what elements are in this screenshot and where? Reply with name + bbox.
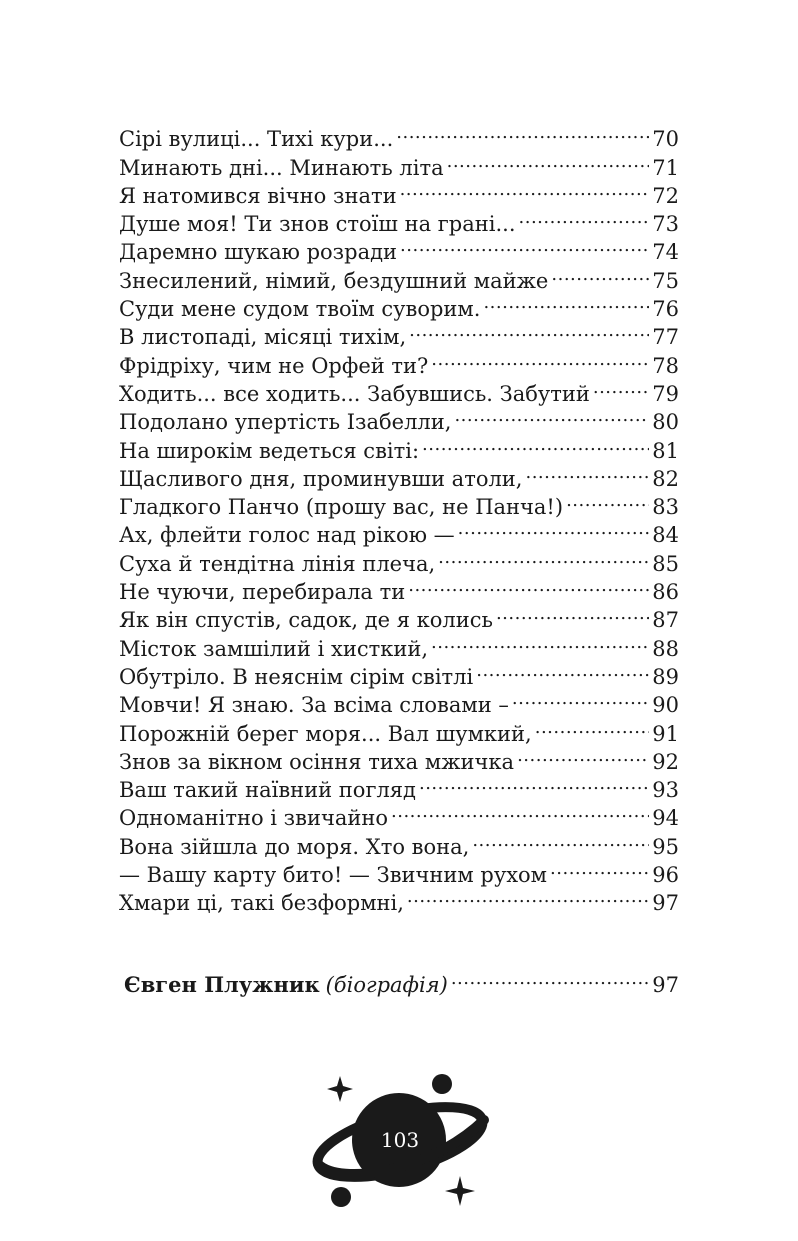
toc-leader-dots [451, 964, 649, 992]
toc-entry-title: Хмари ці, такі безформні, [119, 891, 404, 916]
toc-entry-page: 87 [652, 608, 679, 633]
toc-entry-title: Ах, флейти голос над рікою — [119, 523, 455, 548]
toc-entry-title: Подолано упертість Ізабелли, [119, 410, 452, 435]
toc-entry-title: Як він спустів, садок, де я колись [119, 608, 493, 633]
bio-entry[interactable] [124, 964, 679, 999]
toc-leader-dots [396, 118, 649, 146]
toc-entry-page: 75 [652, 268, 679, 293]
toc-entry-page: 88 [652, 636, 679, 661]
toc-entry-title: Знов за вікном осіння тиха мжичка [119, 749, 515, 774]
toc-leader-dots [551, 259, 649, 287]
toc-entry-title: Минають дні... Минають літа [119, 155, 444, 180]
toc-entry-page: 97 [652, 891, 679, 916]
toc-leader-dots [431, 627, 649, 655]
toc-entry-title: Я натомився вічно знати [119, 183, 397, 208]
toc-leader-dots [517, 741, 649, 769]
toc-entry-title: Порожній берег моря... Вал шумкий, [119, 721, 532, 746]
toc-entry-page: 72 [652, 183, 679, 208]
toc-entry-title: В листопаді, місяці тихім, [119, 325, 407, 350]
toc-entry-page: 90 [652, 693, 679, 718]
toc-entry-title: Не чуючи, перебирала ти [119, 580, 406, 605]
toc-entry-title: — Вашу карту бито! — Звичним рухом [119, 863, 548, 888]
toc-entry-title: Місток замшілий і хисткий, [119, 636, 429, 661]
table-of-contents [119, 118, 679, 916]
toc-entry-page: 91 [652, 721, 679, 746]
toc-entry-title: Фрідріху, чим не Орфей ти? [119, 353, 429, 378]
toc-entry-title: Душе моя! Ти знов стоїш на грані... [119, 212, 516, 237]
toc-leader-dots [407, 882, 649, 910]
toc-entry-page: 94 [652, 806, 679, 831]
toc-entry-title: Обутріло. В неяснім сірім світлі [119, 664, 474, 689]
toc-entry-title: Гладкого Панчо (прошу вас, не Панча!) [119, 495, 564, 520]
sparkle-icon [445, 1176, 475, 1206]
toc-entry-title: Щасливого дня, проминувши атоли, [119, 466, 523, 491]
toc-leader-dots [472, 825, 649, 853]
toc-entry-page: 93 [652, 778, 679, 803]
toc-leader-dots [447, 146, 650, 174]
toc-entry-page: 77 [652, 325, 679, 350]
toc-entry-title: Ходить... все ходить... Забувшись. Забутий [119, 381, 590, 406]
toc-leader-dots [419, 769, 649, 797]
toc-leader-dots [400, 231, 649, 259]
toc-entry-page: 95 [652, 834, 679, 859]
moon-dot-icon [331, 1187, 351, 1207]
toc-leader-dots [438, 542, 649, 570]
toc-leader-dots [535, 712, 650, 740]
toc-entry-title: Ваш такий наївний погляд [119, 778, 416, 803]
toc-entry[interactable] [119, 118, 679, 152]
toc-entry-title: На широкім ведеться світі: [119, 438, 420, 463]
toc-entry-page: 74 [652, 240, 679, 265]
toc-entry-title: Мовчи! Я знаю. За всіма словами – [119, 693, 509, 718]
toc-entry-page: 92 [652, 749, 679, 774]
toc-entry-title: Вона зійшла до моря. Хто вона, [119, 834, 470, 859]
toc-entry-title: Даремно шукаю розради [119, 240, 398, 265]
toc-leader-dots [391, 797, 649, 825]
page-number: 103 [380, 1128, 420, 1152]
toc-entry-page: 78 [652, 353, 679, 378]
toc-entry-title: Сірі вулиці... Тихі кури... [119, 127, 394, 152]
bio-author-name: Євген Плужник [124, 972, 320, 998]
toc-leader-dots [519, 203, 650, 231]
toc-leader-dots [454, 401, 649, 429]
bio-page: 97 [652, 973, 679, 998]
toc-entry-title: Одноманітно і звичайно [119, 806, 388, 831]
toc-leader-dots [409, 316, 649, 344]
toc-leader-dots [458, 514, 650, 542]
toc-leader-dots [525, 458, 649, 486]
toc-entry-page: 84 [652, 523, 679, 548]
toc-entry-page: 83 [652, 495, 679, 520]
toc-entry-page: 96 [652, 863, 679, 888]
toc-entry-page: 79 [652, 381, 679, 406]
toc-leader-dots [408, 571, 649, 599]
toc-leader-dots [566, 486, 649, 514]
toc-entry-page: 86 [652, 580, 679, 605]
toc-leader-dots [496, 599, 649, 627]
toc-entry-title: Суха й тендітна лінія плеча, [119, 551, 436, 576]
toc-entry-page: 80 [652, 410, 679, 435]
toc-leader-dots [476, 656, 649, 684]
toc-leader-dots [422, 429, 649, 457]
toc-leader-dots [400, 175, 650, 203]
toc-entry-page: 70 [652, 127, 679, 152]
toc-leader-dots [593, 373, 649, 401]
toc-entry-page: 81 [652, 438, 679, 463]
toc-entry-page: 89 [652, 664, 679, 689]
toc-leader-dots [431, 344, 649, 372]
toc-entry-page: 82 [652, 466, 679, 491]
toc-leader-dots [550, 854, 649, 882]
toc-leader-dots [483, 288, 649, 316]
toc-entry-page: 73 [652, 212, 679, 237]
toc-entry-title: Суди мене судом твоїм суворим. [119, 297, 481, 322]
toc-leader-dots [512, 684, 649, 712]
toc-entry-page: 76 [652, 297, 679, 322]
bio-note: (біографія) [325, 973, 448, 998]
toc-entry-title: Знесилений, німий, бездушний майже [119, 268, 549, 293]
sparkle-icon [327, 1076, 353, 1102]
moon-dot-icon [432, 1074, 452, 1094]
toc-entry-page: 71 [652, 155, 679, 180]
toc-entry-page: 85 [652, 551, 679, 576]
